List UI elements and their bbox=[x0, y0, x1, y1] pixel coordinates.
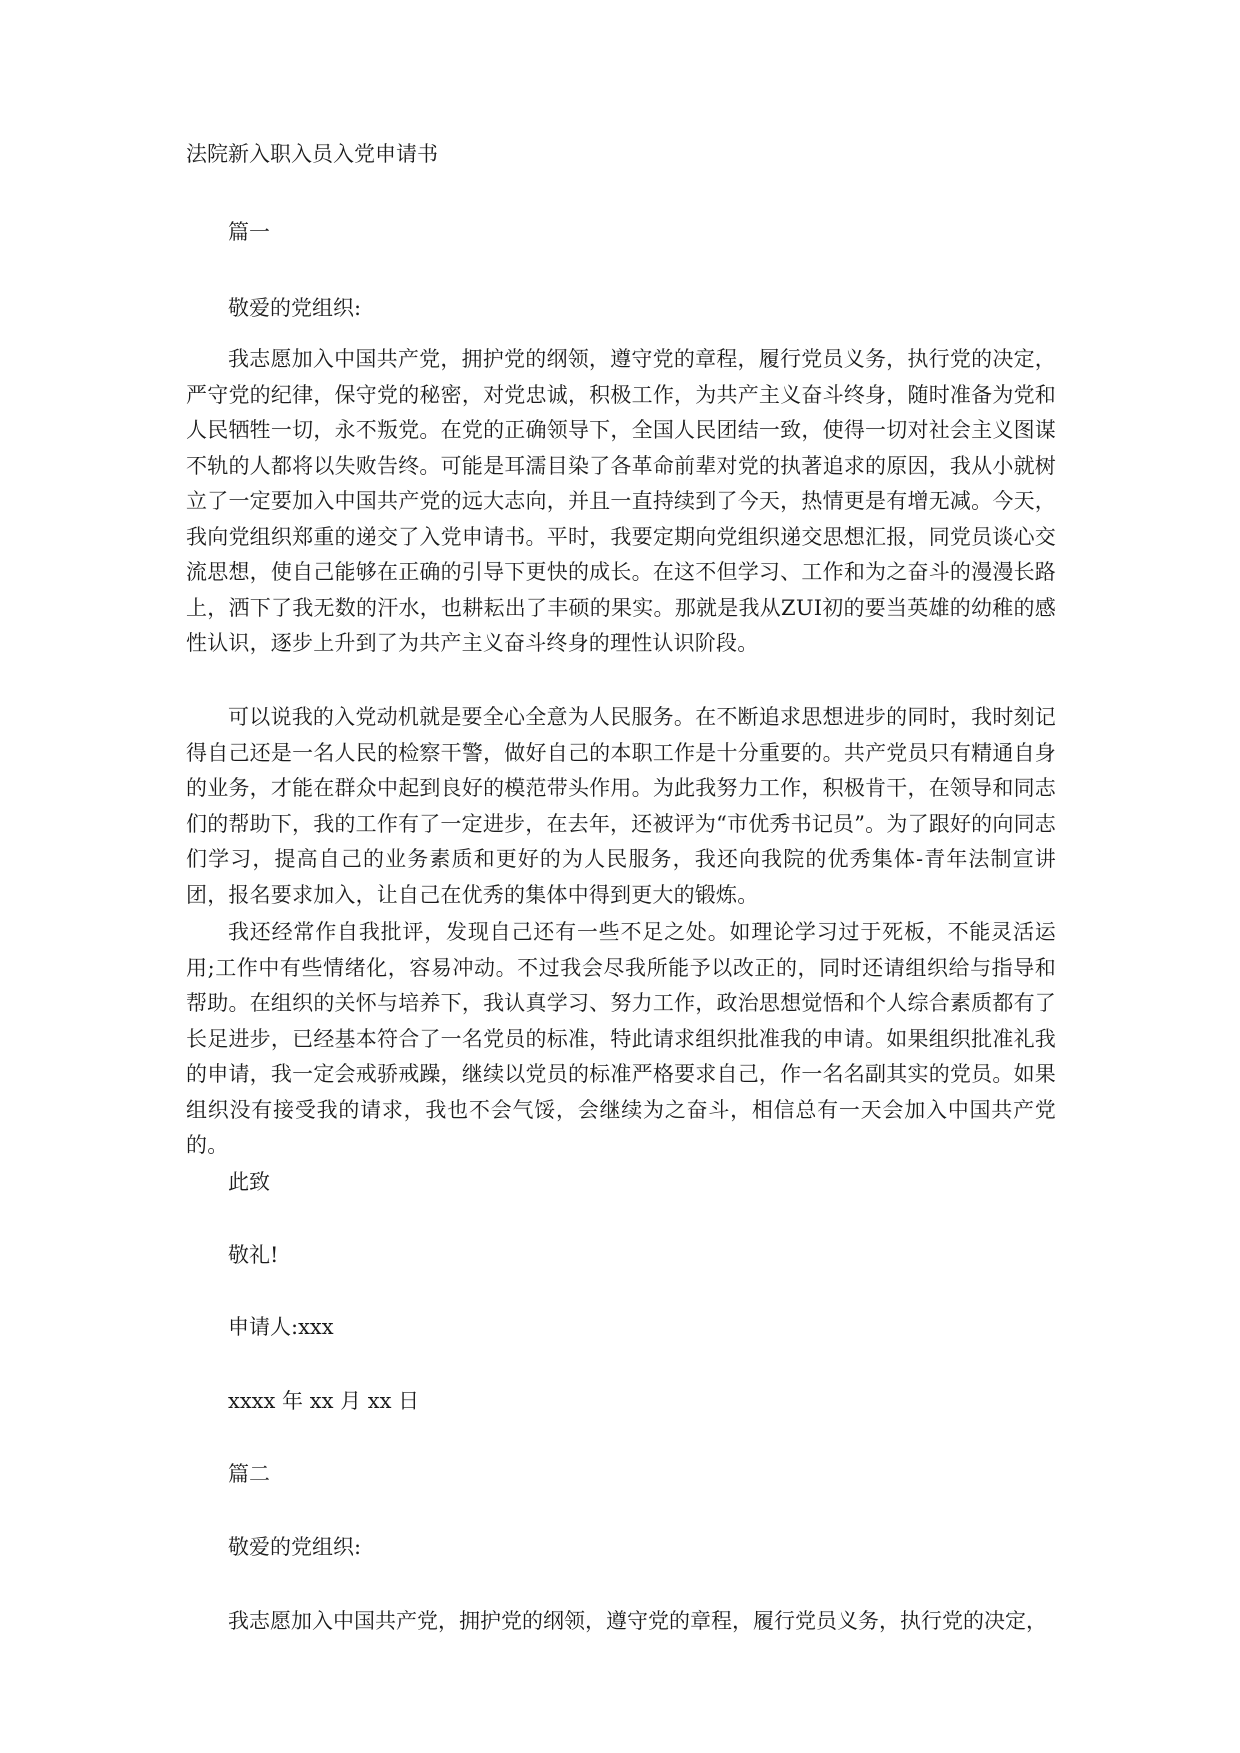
part1-heading: 篇一 bbox=[228, 220, 270, 244]
closing-cizhi: 此致 bbox=[228, 1170, 270, 1194]
part2-salutation: 敬爱的党组织: bbox=[228, 1535, 362, 1559]
applicant-line: 申请人:xxx bbox=[228, 1315, 334, 1339]
part1-salutation: 敬爱的党组织: bbox=[228, 296, 362, 320]
document-title: 法院新入职入员入党申请书 bbox=[186, 142, 438, 166]
closing-jingli: 敬礼! bbox=[228, 1243, 279, 1267]
part2-heading: 篇二 bbox=[228, 1462, 270, 1486]
part1-paragraph-3: 我还经常作自我批评，发现自己还有一些不足之处。如理论学习过于死板，不能灵活运用;工作中有些情绪化，容易冲动。不过我会尽我所能予以改正的，同时还请组织给与指导和帮助。在组织的关怀与培养下，我认真学习、努力工作，政治思想觉悟和个人综合素质都有了长足进步，已经基本符合了一名党员的标准，特此请求组织批准我的申请。如果组织批准礼我的申请，我一定会戒骄戒躁，继续以党员的标准严格要求自己，作一名名副其实的党员。如果组织没有接受我的请求，我也不会气馁，会继续为之奋斗，相信总有一天会加入中国共产党的。 bbox=[186, 920, 1056, 1157]
part2-first-line: 我志愿加入中国共产党，拥护党的纲领，遵守党的章程，履行党员义务，执行党的决定， bbox=[228, 1609, 1047, 1633]
part1-paragraph-2: 可以说我的入党动机就是要全心全意为人民服务。在不断追求思想进步的同时，我时刻记得自己还是一名人民的检察干警，做好自己的本职工作是十分重要的。共产党员只有精通自身的业务，才能在群众中起到良好的模范带头作用。为此我努力工作，积极肯干，在领导和同志们的帮助下，我的工作有了一定进步，在去年，还被评为“市优秀书记员”。为了跟好的向同志们学习，提高自己的业务素质和更好的为人民服务，我还向我院的优秀集体-青年法制宣讲团，报名要求加入，让自己在优秀的集体中得到更大的锻炼。 bbox=[186, 705, 1056, 907]
part1-paragraph-1: 我志愿加入中国共产党，拥护党的纲领，遵守党的章程，履行党员义务，执行党的决定，严守党的纪律，保守党的秘密，对党忠诚，积极工作，为共产主义奋斗终身，随时准备为党和人民牺牲一切，永不叛党。在党的正确领导下，全国人民团结一致，使得一切对社会主义图谋不轨的人都将以失败告终。可能是耳濡目染了各革命前辈对党的执著追求的原因，我从小就树立了一定要加入中国共产党的远大志向，并且一直持续到了今天，热情更是有增无减。今天，我向党组织郑重的递交了入党申请书。平时，我要定期向党组织递交思想汇报，同党员谈心交流思想，使自己能够在正确的引导下更快的成长。在这不但学习、工作和为之奋斗的漫漫长路上，洒下了我无数的汗水，也耕耘出了丰硕的果实。那就是我从ZUI初的要当英雄的幼稚的感性认识，逐步上升到了为共产主义奋斗终身的理性认识阶段。 bbox=[186, 347, 1056, 655]
date-line: xxxx 年 xx 月 xx 日 bbox=[228, 1389, 420, 1413]
